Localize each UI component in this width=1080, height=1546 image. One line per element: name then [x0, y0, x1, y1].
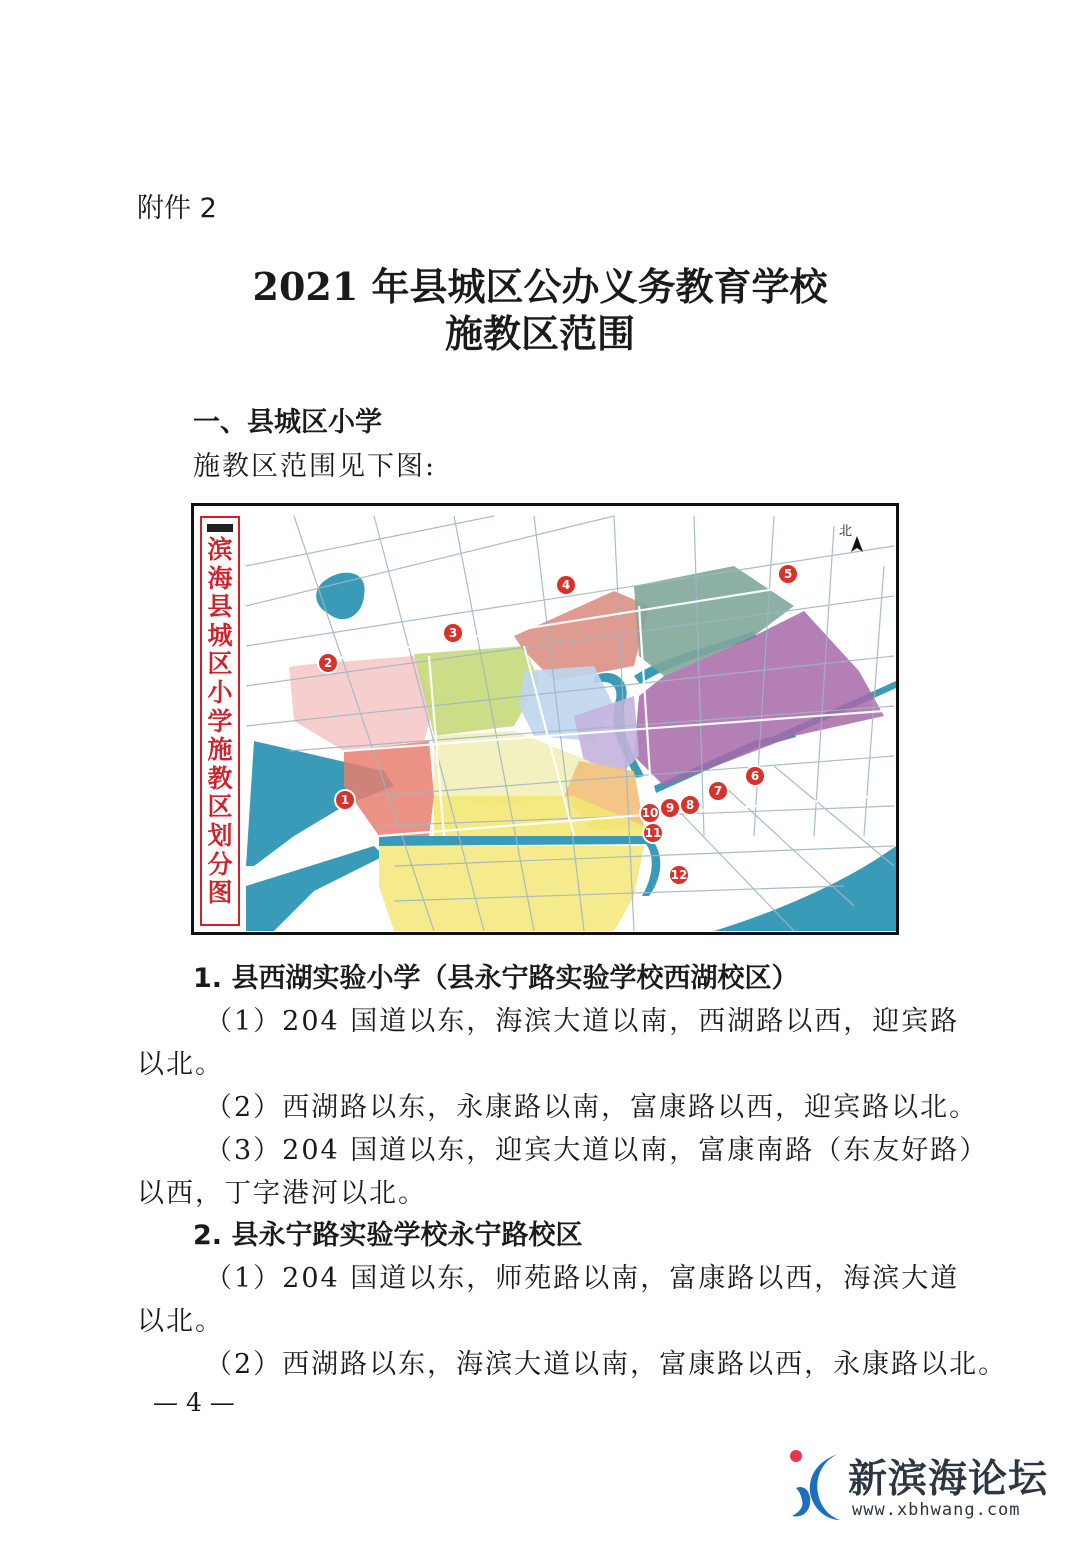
map-vertical-title-text: 滨海县城区小学施教区划分图 — [207, 535, 233, 908]
forum-logo-icon — [788, 1448, 848, 1528]
school-2-heading: 2. 县永宁路实验学校永宁路校区 — [193, 1220, 583, 1251]
north-arrow-label: 北 — [839, 524, 853, 539]
map-marker-10: 10 — [641, 806, 659, 820]
watermark-name: 新滨海论坛 — [848, 1457, 1049, 1502]
map-marker-2: 2 — [319, 654, 337, 672]
school-1-line-1: （1）204 国道以东，海滨大道以南，西湖路以西，迎宾路 — [205, 1006, 960, 1037]
map-marker-4: 4 — [557, 576, 575, 594]
attachment-label: 附件 2 — [137, 193, 217, 224]
school-2-line-1: （1）204 国道以东，师苑路以南，富康路以西，海滨大道 — [205, 1263, 960, 1294]
school-1-line-2: 以北。 — [137, 1049, 224, 1080]
map-vertical-title — [200, 516, 240, 926]
map-marker-12: 12 — [670, 868, 688, 882]
district-map — [191, 503, 899, 935]
title-bar-decoration — [207, 524, 233, 532]
map-marker-6: 6 — [746, 767, 764, 785]
school-1-heading: 1. 县西湖实验小学（县永宁路实验学校西湖校区） — [193, 963, 799, 994]
map-marker-7: 7 — [709, 782, 727, 800]
map-marker-8: 8 — [681, 796, 699, 814]
map-marker-5: 5 — [779, 565, 797, 583]
school-1-line-5: 以西，丁字港河以北。 — [137, 1178, 427, 1209]
page-title-line2: 施教区范围 — [444, 311, 635, 356]
watermark-url: www.xbhwang.com — [852, 1500, 1021, 1520]
watermark — [788, 1448, 1072, 1528]
section-intro: 施教区范围见下图: — [193, 451, 437, 482]
map-marker-3: 3 — [444, 624, 462, 642]
page-title-line1: 2021 年县城区公办义务教育学校 — [252, 264, 828, 309]
map-marker-11: 11 — [644, 826, 662, 840]
school-1-line-4: （3）204 国道以东，迎宾大道以南，富康南路（东友好路） — [205, 1135, 989, 1166]
school-1-line-3: （2）西湖路以东，永康路以南，富康路以西，迎宾路以北。 — [205, 1092, 979, 1123]
page-number: — 4 — — [153, 1388, 235, 1417]
section-heading: 一、县城区小学 — [193, 407, 382, 438]
map-marker-1: 1 — [336, 791, 354, 809]
school-2-line-3: （2）西湖路以东，海滨大道以南，富康路以西，永康路以北。 — [205, 1349, 1008, 1380]
map-marker-9: 9 — [661, 799, 679, 817]
school-2-line-2: 以北。 — [137, 1306, 224, 1337]
